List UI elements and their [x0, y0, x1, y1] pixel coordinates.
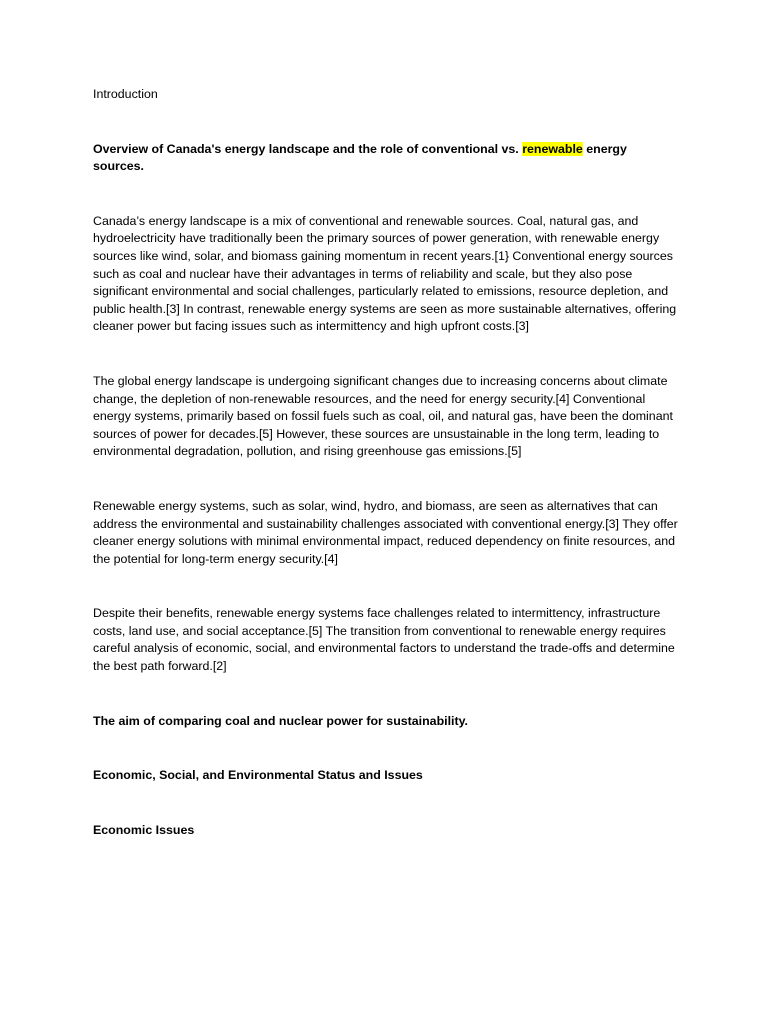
introduction-heading: Introduction: [93, 87, 158, 101]
document-body: [93, 86, 678, 839]
overview-heading-after: energy sources.: [93, 141, 627, 174]
paragraph-canada-landscape: Canada’s energy landscape is a mix of conventional and renewable sources. Coal, natural gas, and hydroelectricity have traditionally been the primary sources of power generation, with renewable energy sources like wind, solar, and biomass gaining momentum in recent years.[1} Conventional energy sources such as coal and nuclear have their advantages in terms of reliability and scale, but they also pose significant environmental and social challenges, particularly related to emissions, resource depletion, and public health.[3] In contrast, renewable energy systems are seen as more sustainable alternatives, offering cleaner power but facing issues such as intermittency and high upfront costs.[3]: [93, 213, 677, 334]
paragraph-renewable-systems: Renewable energy systems, such as solar, wind, hydro, and biomass, are seen as alternatives that can address the environmental and sustainability challenges associated with conventional energy.[3] They offer cleaner energy solutions with minimal environmental impact, reduced dependency on finite resources, and the potential for long-term energy security.[4]: [93, 498, 678, 566]
overview-heading-before: Overview of Canada's energy landscape and the role of conventional vs.: [93, 141, 523, 156]
status-heading: Economic, Social, and Environmental Status and Issues: [93, 768, 423, 783]
overview-heading: [93, 141, 678, 176]
paragraph-renewable-challenges: Despite their benefits, renewable energy systems face challenges related to intermittency, infrastructure costs, land use, and social acceptance.[5] The transition from conventional to renewable energy requires careful analysis of economic, social, and environmental factors to understand the trade-offs and determine the best path forward.[2]: [93, 606, 675, 674]
paragraph-global-landscape: The global energy landscape is undergoing significant changes due to increasing concerns about climate change, the depletion of non-renewable resources, and the need for energy security.[4] Conventional energy systems, primarily based on fossil fuels such as coal, oil, and natural gas, have been the dominant sources of power for decades.[5] However, these sources are unsustainable in the long term, leading to environmental degradation, pollution, and rising greenhouse gas emissions.[5]: [93, 373, 673, 459]
economic-issues-heading: Economic Issues: [93, 822, 195, 837]
highlighted-word: renewable: [522, 141, 583, 156]
aim-heading: The aim of comparing coal and nuclear power for sustainability.: [93, 713, 469, 728]
